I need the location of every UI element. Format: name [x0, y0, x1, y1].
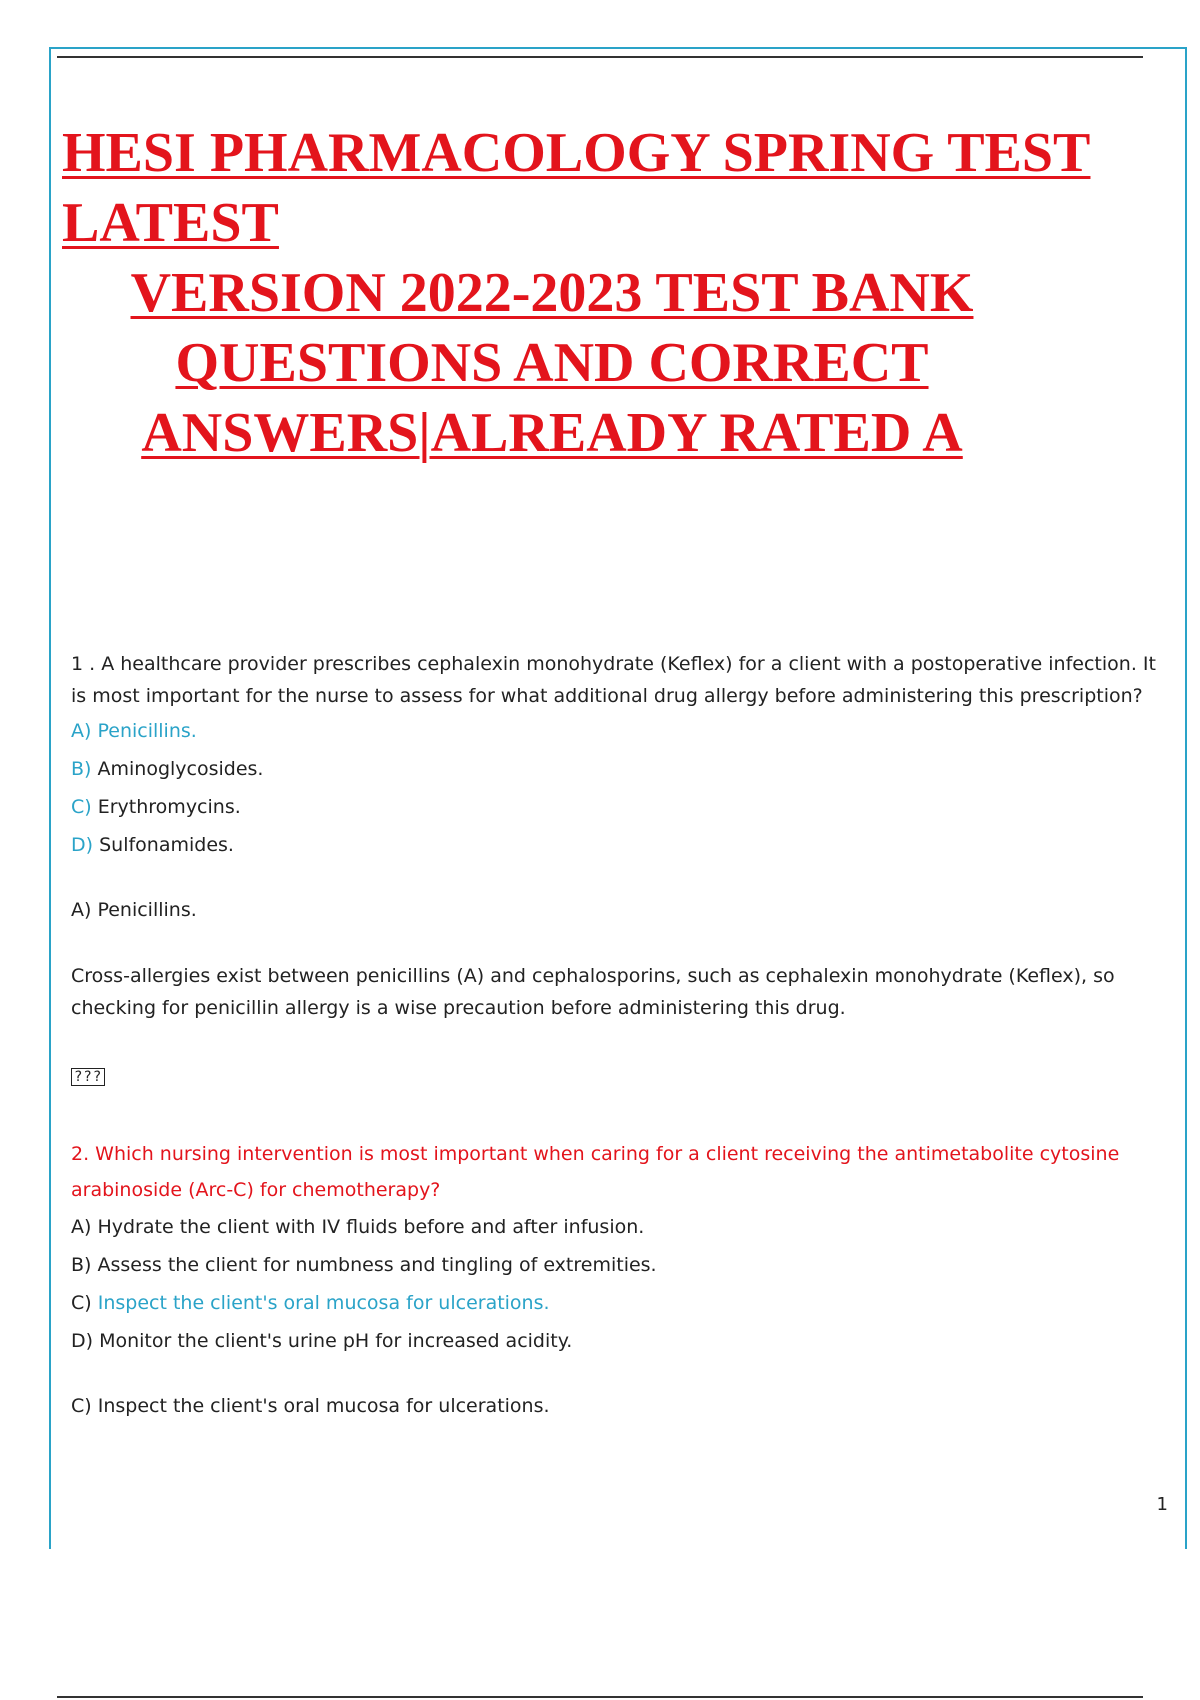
- option-letter: C): [71, 1292, 92, 1314]
- bottom-rule: [57, 1696, 1143, 1698]
- question-1-rationale: Cross-allergies exist between penicillins (A) and cephalosporins, such as cephalexin monohydrate (Keflex), so checking for penicillin allergy is a wise precaution before administering this drug.: [71, 965, 1115, 1019]
- question-2-option-a: [71, 1208, 1161, 1246]
- option-letter: C): [71, 796, 92, 818]
- question-2-answer: C) Inspect the client's oral mucosa for ulcerations.: [71, 1395, 550, 1417]
- option-letter: B): [71, 758, 92, 780]
- document-title: [62, 118, 1172, 468]
- question-1-text: 1 . A healthcare provider prescribes cephalexin monohydrate (Keflex) for a client with a postoperative infection. It is most important for the nurse to assess for what additional drug allergy before administering this prescription?: [71, 653, 1156, 707]
- option-text: Sulfonamides.: [99, 834, 234, 856]
- question-1-option-c: [71, 788, 1161, 826]
- option-letter: D): [71, 834, 94, 856]
- option-letter: A): [71, 1216, 92, 1238]
- question-2-text: 2. Which nursing intervention is most important when caring for a client receiving the antimetabolite cytosine arabinoside (Arc-C) for chemotherapy?: [71, 1143, 1120, 1201]
- question-2-options: [71, 1208, 1161, 1360]
- page-number: 1: [1156, 1494, 1168, 1515]
- question-2-option-d: [71, 1322, 1161, 1360]
- option-letter: B): [71, 1254, 92, 1276]
- question-1-option-a: [71, 712, 1161, 750]
- title-line-1: HESI PHARMACOLOGY SPRING TEST: [62, 122, 1091, 184]
- title-line-5: ANSWERS|ALREADY RATED A: [141, 402, 963, 464]
- top-rule: [57, 56, 1143, 58]
- option-text: Aminoglycosides.: [97, 758, 264, 780]
- title-line-2: LATEST: [62, 192, 279, 254]
- option-text: Penicillins.: [97, 720, 197, 742]
- question-1-option-b: [71, 750, 1161, 788]
- question-2-option-c: [71, 1284, 1161, 1322]
- option-text: Erythromycins.: [97, 796, 241, 818]
- question-1-answer: A) Penicillins.: [71, 899, 197, 921]
- title-line-4: QUESTIONS AND CORRECT: [175, 332, 929, 394]
- missing-glyph-icon: ???: [71, 1068, 105, 1086]
- question-1-option-d: [71, 826, 1161, 864]
- option-letter: D): [71, 1330, 94, 1352]
- document-body: [71, 648, 1161, 1422]
- question-2-option-b: [71, 1246, 1161, 1284]
- option-text: Monitor the client's urine pH for increased acidity.: [99, 1330, 573, 1352]
- title-line-3: VERSION 2022-2023 TEST BANK: [130, 262, 974, 324]
- option-text: Inspect the client's oral mucosa for ulcerations.: [97, 1292, 550, 1314]
- option-letter: A): [71, 720, 92, 742]
- question-1-options: [71, 712, 1161, 864]
- option-text: Assess the client for numbness and tingling of extremities.: [97, 1254, 657, 1276]
- option-text: Hydrate the client with IV fluids before and after infusion.: [97, 1216, 645, 1238]
